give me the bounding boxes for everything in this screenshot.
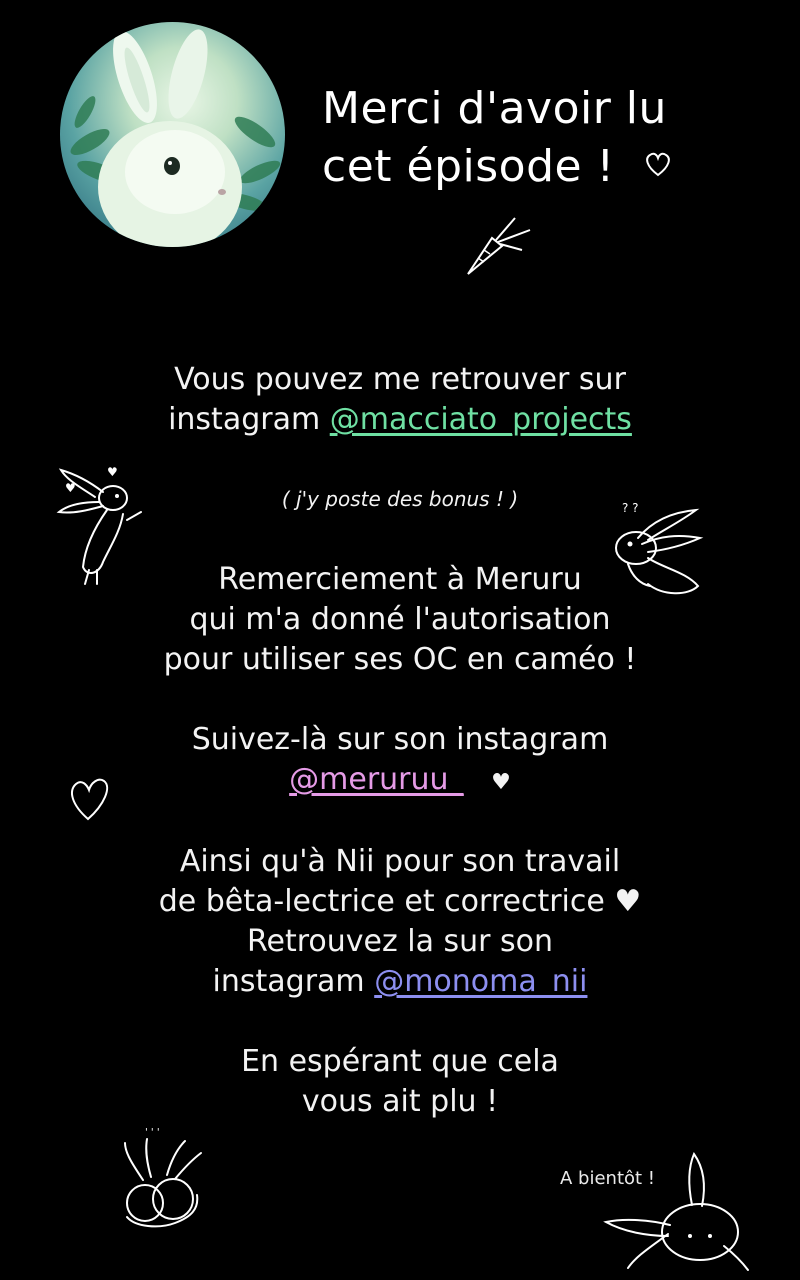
find-me-text: Vous pouvez me retrouver sur — [174, 362, 626, 397]
rabbit-illustration-icon — [60, 22, 285, 247]
meruru-handle-line — [0, 760, 800, 803]
thanks-line-3: pour utiliser ses OC en caméo ! — [163, 642, 637, 677]
svg-text:? ?: ? ? — [622, 501, 639, 515]
find-me-section — [0, 360, 800, 440]
thanks-nii-section — [0, 842, 800, 1002]
svg-text:♥: ♥ — [107, 465, 118, 479]
thanks-line-1: Remerciement à Meruru — [218, 562, 582, 597]
svg-text:' ' ': ' ' ' — [145, 1127, 160, 1138]
heart-outline-icon — [643, 140, 673, 198]
closing-section — [0, 1042, 800, 1122]
title-line-2: cet épisode ! — [322, 138, 742, 198]
closing-line-1: En espérant que cela — [241, 1044, 559, 1079]
svg-text:♥: ♥ — [65, 481, 76, 495]
small-heart-icon: ♥ — [491, 770, 511, 795]
page-title — [322, 80, 742, 198]
nii-line-1: Ainsi qu'à Nii pour son travail — [179, 844, 621, 879]
follow-text: Suivez-là sur son instagram — [191, 722, 609, 757]
find-me-handle-line: instagram @macciato_projects — [168, 402, 632, 437]
instagram-link-monoma-nii[interactable]: @monoma_nii — [374, 964, 588, 999]
nii-handle-line: instagram @monoma_nii — [212, 964, 588, 999]
carrot-doodle-icon — [460, 210, 540, 280]
nii-line-2: de bêta-lectrice et correctrice ♥ — [158, 884, 642, 919]
follow-meruru-section — [0, 720, 800, 803]
sleeping-bunny-doodle-icon — [600, 1150, 755, 1275]
bonus-note: ( j'y poste des bonus ! ) — [281, 487, 519, 511]
title-line-1: Merci d'avoir lu — [322, 83, 667, 134]
nii-line-3: Retrouvez la sur son — [246, 924, 554, 959]
thanks-meruru-section — [0, 560, 800, 680]
thanks-line-2: qui m'a donné l'autorisation — [189, 602, 611, 637]
instagram-link-meruruu[interactable]: @meruruu_ — [289, 762, 464, 797]
profile-avatar — [60, 22, 285, 247]
instagram-link-macciato[interactable]: @macciato_projects — [329, 402, 632, 437]
bunnies-group-doodle-icon — [115, 1125, 215, 1230]
closing-line-2: vous ait plu ! — [301, 1084, 499, 1119]
goodbye-text: A bientôt ! — [560, 1168, 656, 1189]
